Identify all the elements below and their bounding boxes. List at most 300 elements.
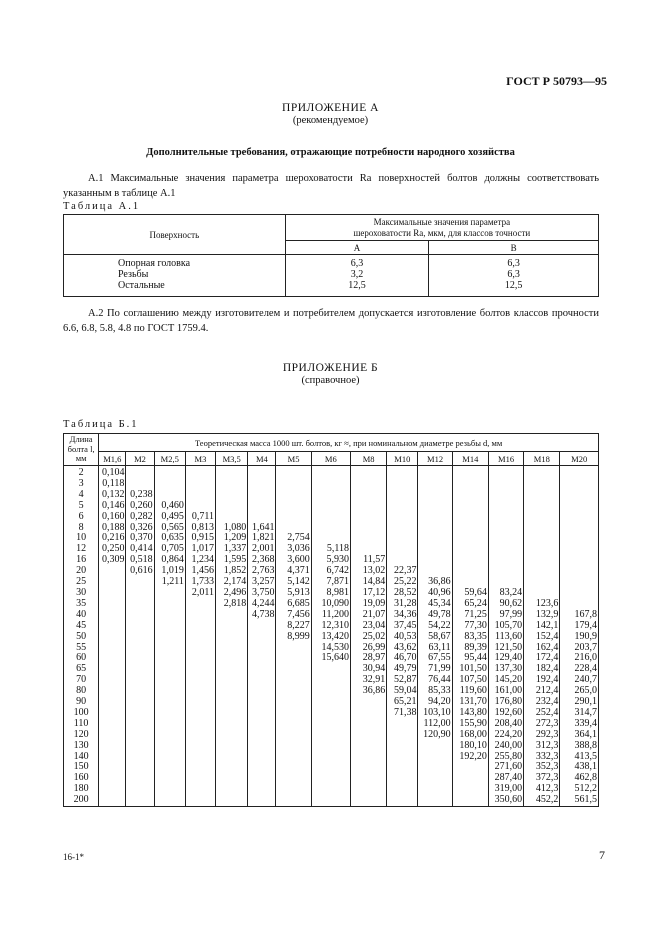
appendix-a-paragraph-1: А.1 Максимальные значения параметра шероховатости Ra поверхностей болтов должны соответствовать указанным в таблице А.1 [63, 173, 599, 199]
table-b1-mass-cell: 103,10 [418, 708, 452, 719]
table-b1-mass-cell [154, 773, 185, 784]
table-b1-mass-cell [560, 588, 599, 599]
table-b1-mass-cell: 0,250 [99, 544, 126, 555]
table-b1-mass-cell [185, 664, 215, 675]
table-b1-mass-cell [216, 632, 248, 643]
table-b1-mass-cell [524, 512, 560, 523]
table-b1-mass-cell: 168,00 [452, 730, 488, 741]
table-a1-header-class-b: В [429, 241, 599, 255]
table-b1-diameter-header: М4 [248, 452, 276, 466]
table-b1-mass-cell [276, 664, 311, 675]
table-b1-mass-cell [99, 762, 126, 773]
table-b1-mass-cell [216, 773, 248, 784]
appendix-a-title: ПРИЛОЖЕНИЕ А [282, 102, 379, 114]
table-b1-length-cell: 90 [64, 697, 99, 708]
table-b1-mass-cell: 43,62 [387, 643, 418, 654]
table-b1-mass-cell: 143,80 [452, 708, 488, 719]
table-b1-mass-cell [216, 610, 248, 621]
table-a1-value: 3,2 [350, 269, 364, 280]
table-b1-mass-cell: 142,1 [524, 621, 560, 632]
table-b1-mass-cell [248, 762, 276, 773]
table-b1-diameter-header: М3 [185, 452, 215, 466]
table-b1-mass-cell [387, 501, 418, 512]
table-b1-mass-cell [216, 752, 248, 763]
table-b1-mass-cell [99, 730, 126, 741]
table-b1-mass-cell [216, 664, 248, 675]
table-b1-mass-cell [560, 512, 599, 523]
table-b1-length-cell: 35 [64, 599, 99, 610]
table-b1-mass-cell [154, 664, 185, 675]
table-b1-mass-cell: 182,4 [524, 664, 560, 675]
table-b1-label: Таблица Б.1 [63, 419, 139, 430]
table-b1-mass-cell [387, 773, 418, 784]
table-a1 [63, 214, 599, 297]
table-b1-mass-cell: 14,84 [350, 577, 386, 588]
table-b1-mass-cell: 1,017 [185, 544, 215, 555]
table-b1-mass-cell [524, 490, 560, 501]
table-b1-mass-cell: 40,96 [418, 588, 452, 599]
page-number: 7 [599, 848, 605, 862]
table-b1-mass-cell [560, 555, 599, 566]
table-b1-mass-cell: 28,52 [387, 588, 418, 599]
table-b1-mass-cell: 19,09 [350, 599, 386, 610]
table-b1-mass-cell [418, 533, 452, 544]
table-b1-mass-cell [524, 466, 560, 479]
table-b1-mass-cell [276, 719, 311, 730]
table-b1-mass-cell [248, 741, 276, 752]
table-b1-mass-cell: 52,87 [387, 675, 418, 686]
table-b1-mass-cell [216, 762, 248, 773]
table-b1-mass-cell: 1,234 [185, 555, 215, 566]
table-b1-mass-cell: 0,460 [154, 501, 185, 512]
table-b1-mass-cell [350, 741, 386, 752]
table-b1-mass-cell: 0,282 [126, 512, 154, 523]
table-b1-mass-cell: 162,4 [524, 643, 560, 654]
table-b1-mass-cell: 0,118 [99, 479, 126, 490]
table-b1-mass-cell [276, 773, 311, 784]
table-b1-mass-cell: 23,04 [350, 621, 386, 632]
table-b1-mass-cell: 7,456 [276, 610, 311, 621]
table-b1-mass-cell [126, 643, 154, 654]
table-b1-mass-cell [311, 675, 350, 686]
table-b1-mass-cell [387, 741, 418, 752]
table-b1-mass-cell: 179,4 [560, 621, 599, 632]
table-b1-mass-cell: 83,35 [452, 632, 488, 643]
table-b1-mass-cell [276, 752, 311, 763]
table-b1-mass-cell [488, 479, 523, 490]
table-b1-mass-cell: 25,22 [387, 577, 418, 588]
table-b1-length-cell: 180 [64, 784, 99, 795]
table-b1-mass-cell [387, 762, 418, 773]
table-b1-mass-cell [452, 762, 488, 773]
table-b1-mass-cell: 71,25 [452, 610, 488, 621]
table-b1-mass-cell [387, 479, 418, 490]
table-b1-mass-cell: 0,518 [126, 555, 154, 566]
table-b1-mass-cell: 67,55 [418, 653, 452, 664]
table-b1-mass-cell [185, 730, 215, 741]
table-b1-mass-cell: 1,852 [216, 566, 248, 577]
table-b1-mass-cell: 0,565 [154, 523, 185, 534]
table-b1-mass-cell [216, 784, 248, 795]
table-b1-mass-cell [418, 544, 452, 555]
table-b1-mass-cell [248, 697, 276, 708]
table-a1-label: Таблица А.1 [63, 201, 141, 212]
table-b1-mass-cell: 1,080 [216, 523, 248, 534]
table-b1-mass-cell [99, 599, 126, 610]
table-a1-header-max-line2: шероховатости Ra, мкм, для классов точности [353, 227, 531, 238]
table-b1-mass-cell [311, 664, 350, 675]
table-b1-mass-cell: 0,495 [154, 512, 185, 523]
table-b1-mass-cell [350, 752, 386, 763]
table-b1-mass-cell: 339,4 [560, 719, 599, 730]
table-b1-mass-cell [276, 762, 311, 773]
table-b1-mass-cell: 0,635 [154, 533, 185, 544]
table-b1-mass-cell [350, 719, 386, 730]
table-b1-row [64, 466, 599, 479]
table-b1-mass-cell: 2,174 [216, 577, 248, 588]
table-b1-mass-cell [126, 697, 154, 708]
document-standard-header: ГОСТ Р 50793—95 [506, 74, 607, 88]
table-b1-mass-cell: 5,930 [311, 555, 350, 566]
table-b1-mass-cell [311, 762, 350, 773]
table-b1-mass-cell [216, 501, 248, 512]
table-b1-mass-cell [216, 490, 248, 501]
table-b1-mass-cell [126, 466, 154, 479]
table-b1-mass-cell [185, 675, 215, 686]
table-b1-mass-cell: 190,9 [560, 632, 599, 643]
table-b1-length-cell: 60 [64, 653, 99, 664]
table-b1-mass-cell [452, 555, 488, 566]
table-b1-mass-cell [126, 686, 154, 697]
table-b1-mass-cell [185, 479, 215, 490]
table-b1-mass-cell: 0,132 [99, 490, 126, 501]
table-b1-mass-cell [248, 632, 276, 643]
table-b1-mass-cell [154, 479, 185, 490]
table-b1-mass-cell [185, 643, 215, 654]
table-b1-mass-cell [99, 719, 126, 730]
table-b1-mass-cell: 36,86 [350, 686, 386, 697]
table-b1-mass-cell: 107,50 [452, 675, 488, 686]
table-b1-mass-cell: 290,1 [560, 697, 599, 708]
table-b1-mass-cell: 203,7 [560, 643, 599, 654]
table-a1-value: 6,3 [507, 258, 520, 269]
table-b1-mass-cell: 212,4 [524, 686, 560, 697]
table-b1-mass-cell [154, 795, 185, 806]
table-b1-mass-cell [99, 708, 126, 719]
table-b1-mass-cell [276, 795, 311, 806]
table-a1-header-class-a: А [285, 241, 429, 255]
table-b1-mass-cell: 2,368 [248, 555, 276, 566]
table-b1-mass-cell [154, 784, 185, 795]
table-b1-length-cell: 160 [64, 773, 99, 784]
table-b1-length-cell: 2 [64, 466, 99, 479]
table-b1-mass-cell: 167,8 [560, 610, 599, 621]
table-b1-mass-cell: 112,00 [418, 719, 452, 730]
table-b1-mass-cell: 1,337 [216, 544, 248, 555]
table-b1-length-cell: 30 [64, 588, 99, 599]
table-b1-diameter-header: М14 [452, 452, 488, 466]
table-b1-mass-cell [216, 675, 248, 686]
table-b1-mass-cell [311, 773, 350, 784]
table-b1-length-cell: 55 [64, 643, 99, 654]
table-b1-mass-cell [488, 544, 523, 555]
table-b1-mass-cell: 4,244 [248, 599, 276, 610]
table-b1-mass-cell [126, 752, 154, 763]
table-a1-class-b-column [429, 255, 599, 297]
table-b1-mass-cell [311, 730, 350, 741]
table-b1-mass-cell [387, 752, 418, 763]
table-b1-mass-cell [276, 708, 311, 719]
table-b1-mass-cell [185, 599, 215, 610]
table-b1-mass-cell: 271,60 [488, 762, 523, 773]
table-b1-mass-cell [418, 523, 452, 534]
table-b1-mass-cell [154, 762, 185, 773]
table-b1-mass-cell [418, 762, 452, 773]
table-b1-mass-cell [488, 501, 523, 512]
table-b1-mass-cell [524, 577, 560, 588]
table-b1-mass-cell [99, 773, 126, 784]
table-b1-mass-cell [216, 643, 248, 654]
table-b1-mass-cell: 0,216 [99, 533, 126, 544]
table-b1-mass-cell: 121,50 [488, 643, 523, 654]
table-b1-mass-cell: 137,30 [488, 664, 523, 675]
table-b1-mass-cell [452, 466, 488, 479]
table-b1-mass-cell [387, 795, 418, 806]
table-b1-diameter-header: М6 [311, 452, 350, 466]
table-b1-length-cell: 20 [64, 566, 99, 577]
table-b1-mass-cell [488, 533, 523, 544]
table-b1-mass-cell: 6,742 [311, 566, 350, 577]
table-b1-mass-cell: 0,146 [99, 501, 126, 512]
table-b1-mass-cell [185, 719, 215, 730]
table-b1-mass-cell [560, 479, 599, 490]
table-b1-mass-cell: 63,11 [418, 643, 452, 654]
table-b1-mass-cell [154, 466, 185, 479]
table-b1-mass-cell [248, 621, 276, 632]
table-b1-mass-cell [276, 653, 311, 664]
table-b1-mass-cell [276, 466, 311, 479]
table-b1-mass-cell: 0,705 [154, 544, 185, 555]
table-b1-mass-cell: 352,3 [524, 762, 560, 773]
table-b1-mass-cell: 2,818 [216, 599, 248, 610]
table-b1-mass-cell: 11,57 [350, 555, 386, 566]
table-b1-mass-cell [126, 577, 154, 588]
table-b1-mass-cell: 1,595 [216, 555, 248, 566]
table-b1-mass-cell [276, 697, 311, 708]
table-b1-mass-cell [126, 675, 154, 686]
table-b1-length-cell: 80 [64, 686, 99, 697]
table-b1-mass-cell [126, 730, 154, 741]
table-b1-mass-cell [418, 490, 452, 501]
table-b1-mass-cell [524, 555, 560, 566]
table-b1-mass-cell: 13,420 [311, 632, 350, 643]
table-b1-mass-cell [248, 752, 276, 763]
table-b1-mass-cell: 4,371 [276, 566, 311, 577]
table-b1-mass-cell: 172,4 [524, 653, 560, 664]
table-b1-row [64, 741, 599, 752]
table-b1-mass-cell: 292,3 [524, 730, 560, 741]
table-b1-length-cell: 16 [64, 555, 99, 566]
table-b1-mass-cell [350, 466, 386, 479]
table-b1-length-cell: 70 [64, 675, 99, 686]
table-b1-mass-cell [154, 621, 185, 632]
table-b1-mass-cell [126, 773, 154, 784]
table-b1-mass-cell: 46,70 [387, 653, 418, 664]
table-b1-mass-cell [276, 784, 311, 795]
table-b1-mass-cell: 2,763 [248, 566, 276, 577]
table-b1-mass-cell [248, 512, 276, 523]
table-b1-mass-cell [387, 490, 418, 501]
table-b1-diameter-header: М12 [418, 452, 452, 466]
table-b1-diameter-header: М2,5 [154, 452, 185, 466]
table-b1-mass-cell [311, 795, 350, 806]
table-b1-mass-cell: 332,3 [524, 752, 560, 763]
table-a1-value: 6,3 [507, 269, 520, 280]
table-b1-mass-cell [311, 490, 350, 501]
table-b1-mass-cell: 8,999 [276, 632, 311, 643]
table-b1-mass-cell: 0,188 [99, 523, 126, 534]
table-b1-mass-cell [154, 632, 185, 643]
table-b1-mass-cell: 2,496 [216, 588, 248, 599]
table-b1-mass-cell [418, 784, 452, 795]
table-a1-class-a-column [285, 255, 429, 297]
table-b1-mass-cell [387, 719, 418, 730]
table-b1-mass-cell [99, 577, 126, 588]
table-b1-mass-cell [524, 566, 560, 577]
table-b1-mass-cell: 49,78 [418, 610, 452, 621]
table-b1-mass-cell: 22,37 [387, 566, 418, 577]
table-b1-mass-cell [248, 686, 276, 697]
table-b1-diameter-header: М16 [488, 452, 523, 466]
table-b1-mass-cell: 3,036 [276, 544, 311, 555]
table-b1-mass-cell [248, 675, 276, 686]
table-b1-mass-cell: 59,04 [387, 686, 418, 697]
appendix-a-paragraph-2: А.2 По соглашению между изготовителем и потребителем допускается изготовление болтов классов прочности 6.6, 6.8, 5.8, 4.8 по ГОСТ 1759.4. [63, 308, 599, 334]
table-b1-mass-cell [99, 621, 126, 632]
table-b1-mass-cell [154, 599, 185, 610]
table-b1-mass-cell: 31,28 [387, 599, 418, 610]
table-b1-mass-cell: 76,44 [418, 675, 452, 686]
table-b1-mass-cell: 372,3 [524, 773, 560, 784]
table-b1-mass-cell [311, 512, 350, 523]
table-b1-mass-cell: 1,733 [185, 577, 215, 588]
table-b1-mass-cell: 2,001 [248, 544, 276, 555]
table-b1-mass-cell [276, 501, 311, 512]
table-b1-mass-cell: 388,8 [560, 741, 599, 752]
table-b1-mass-cell [350, 490, 386, 501]
table-b1-length-cell: 130 [64, 741, 99, 752]
table-b1-diameter-header: М10 [387, 452, 418, 466]
table-b1-mass-cell: 452,2 [524, 795, 560, 806]
table-b1-mass-cell [248, 466, 276, 479]
table-b1-mass-cell [216, 621, 248, 632]
table-b1-mass-cell [99, 588, 126, 599]
table-b1-mass-cell: 412,3 [524, 784, 560, 795]
table-b1-diameter-header: М1,6 [99, 452, 126, 466]
table-b1-mass-cell: 6,685 [276, 599, 311, 610]
table-b1-mass-cell [387, 784, 418, 795]
table-b1-mass-cell: 0,309 [99, 555, 126, 566]
table-b1-row [64, 795, 599, 806]
table-b1-mass-cell: 10,090 [311, 599, 350, 610]
table-b1-mass-cell [276, 686, 311, 697]
table-b1-mass-cell: 155,90 [452, 719, 488, 730]
table-b1-mass-cell [216, 512, 248, 523]
table-b1-mass-cell [488, 466, 523, 479]
appendix-b-title: ПРИЛОЖЕНИЕ Б [282, 362, 379, 374]
table-b1-length-cell: 50 [64, 632, 99, 643]
table-a1-header-max-line1: Максимальные значения параметра [373, 216, 511, 227]
table-b1-mass-cell: 32,91 [350, 675, 386, 686]
table-b1-mass-cell [350, 479, 386, 490]
table-b1-mass-cell [154, 610, 185, 621]
table-b1-mass-cell [452, 544, 488, 555]
table-b1-mass-cell [154, 752, 185, 763]
table-b1-mass-cell: 0,915 [185, 533, 215, 544]
table-b1-mass-cell [216, 479, 248, 490]
table-b1-diameter-header: М5 [276, 452, 311, 466]
table-b1-mass-cell: 1,019 [154, 566, 185, 577]
table-b1-mass-cell [560, 523, 599, 534]
table-b1-mass-cell [185, 610, 215, 621]
table-b1-mass-cell: 265,0 [560, 686, 599, 697]
table-b1-mass-cell [99, 686, 126, 697]
table-b1-mass-cell [126, 741, 154, 752]
table-b1-mass-cell [524, 501, 560, 512]
table-b1-mass-cell [452, 479, 488, 490]
table-b1-length-cell: 5 [64, 501, 99, 512]
table-b1-mass-cell [387, 533, 418, 544]
table-b1-mass-cell: 1,456 [185, 566, 215, 577]
table-b1-header-mass: Теоретическая масса 1000 шт. болтов, кг ≈, при номинальном диаметре резьбы d, мм [99, 434, 599, 452]
table-b1-mass-cell [99, 675, 126, 686]
table-b1-mass-cell [350, 501, 386, 512]
table-b1-mass-cell: 1,641 [248, 523, 276, 534]
table-b1-mass-cell [488, 555, 523, 566]
table-b1-mass-cell [126, 588, 154, 599]
table-b1-mass-cell: 14,530 [311, 643, 350, 654]
table-b1-mass-cell [488, 523, 523, 534]
table-b1-mass-cell: 319,00 [488, 784, 523, 795]
table-b1-mass-cell [276, 643, 311, 654]
table-b1-mass-cell [154, 719, 185, 730]
table-b1-mass-cell: 15,640 [311, 653, 350, 664]
table-b1-mass-cell [126, 719, 154, 730]
table-b1-mass-cell [350, 730, 386, 741]
table-b1-mass-cell [154, 741, 185, 752]
table-b1-mass-cell [350, 762, 386, 773]
appendix-a-subtitle: (рекомендуемое) [292, 115, 369, 126]
table-b1-length-cell: 25 [64, 577, 99, 588]
table-b1-mass-cell [216, 697, 248, 708]
table-b1-mass-cell [216, 466, 248, 479]
table-a1-surface: Резьбы [118, 269, 149, 280]
table-b1-mass-cell [248, 501, 276, 512]
table-b1-mass-cell: 11,200 [311, 610, 350, 621]
table-b1-mass-cell: 120,90 [418, 730, 452, 741]
table-b1-mass-cell [560, 490, 599, 501]
table-b1-mass-cell [350, 697, 386, 708]
table-b1-mass-cell: 0,616 [126, 566, 154, 577]
table-b1-mass-cell: 5,118 [311, 544, 350, 555]
table-b1-mass-cell [452, 490, 488, 501]
table-b1-mass-cell [560, 501, 599, 512]
table-a1-surface: Остальные [118, 280, 165, 291]
table-b1-mass-cell [276, 490, 311, 501]
table-b1-mass-cell: 7,871 [311, 577, 350, 588]
table-b1-mass-cell: 152,4 [524, 632, 560, 643]
table-b1-mass-cell: 8,981 [311, 588, 350, 599]
